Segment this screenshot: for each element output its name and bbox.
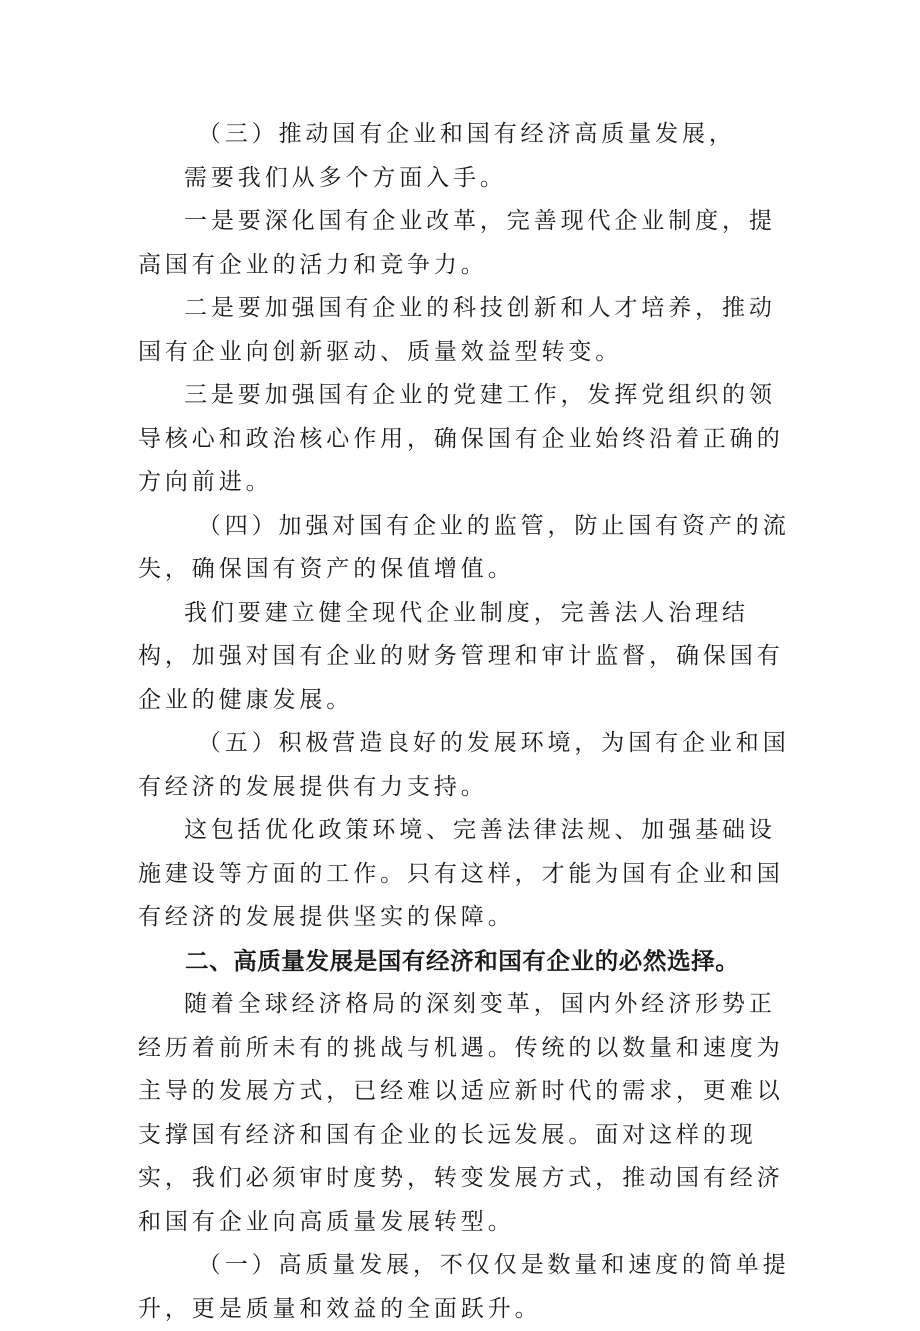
chapter-heading: 二、高质量发展是国有经济和国有企业的必然选择。: [185, 946, 740, 975]
document-body: [138, 113, 793, 1331]
paragraph: 我们要建立健全现代企业制度，完善法人治理结构，加强对国有企业的财务管理和审计监督，确保国有企业的健康发展。: [138, 599, 784, 713]
paragraph: 这包括优化政策环境、完善法律法规、加强基础设施建设等方面的工作。只有这样，才能为国有企业和国有经济的发展提供坚实的保障。: [138, 817, 784, 930]
paragraph: 二是要加强国有企业的科技创新和人才培养，推动国有企业向创新驱动、质量效益型转变。: [138, 295, 776, 365]
paragraph: 随着全球经济格局的深刻变革，国内外经济形势正经历着前所未有的挑战与机遇。传统的以数量和速度为主导的发展方式，已经难以适应新时代的需求，更难以支撑国有经济和国有企业的长远发展。面对这样的现实，我们必须审时度势，转变发展方式，推动国有经济和国有企业向高质量发展转型。: [138, 991, 784, 1235]
section-heading-3: （三）推动国有企业和国有经济高质量发展，: [197, 121, 736, 147]
paragraph: 一是要深化国有企业改革，完善现代企业制度，提高国有企业的活力和竞争力。: [138, 208, 776, 278]
section-heading-4: （四）加强对国有企业的监管，防止国有资产的流失，确保国有资产的保值增值。: [138, 512, 790, 582]
section-heading-5: （五）积极营造良好的发展环境，为国有企业和国有经济的发展提供有力支持。: [138, 730, 790, 800]
section-heading-1: （一）高质量发展，不仅仅是数量和速度的简单提升，更是质量和效益的全面跃升。: [138, 1252, 790, 1322]
paragraph: 需要我们从多个方面入手。: [184, 164, 507, 191]
paragraph: 三是要加强国有企业的党建工作，发挥党组织的领导核心和政治核心作用，确保国有企业始终沿着正确的方向前进。: [138, 382, 784, 495]
